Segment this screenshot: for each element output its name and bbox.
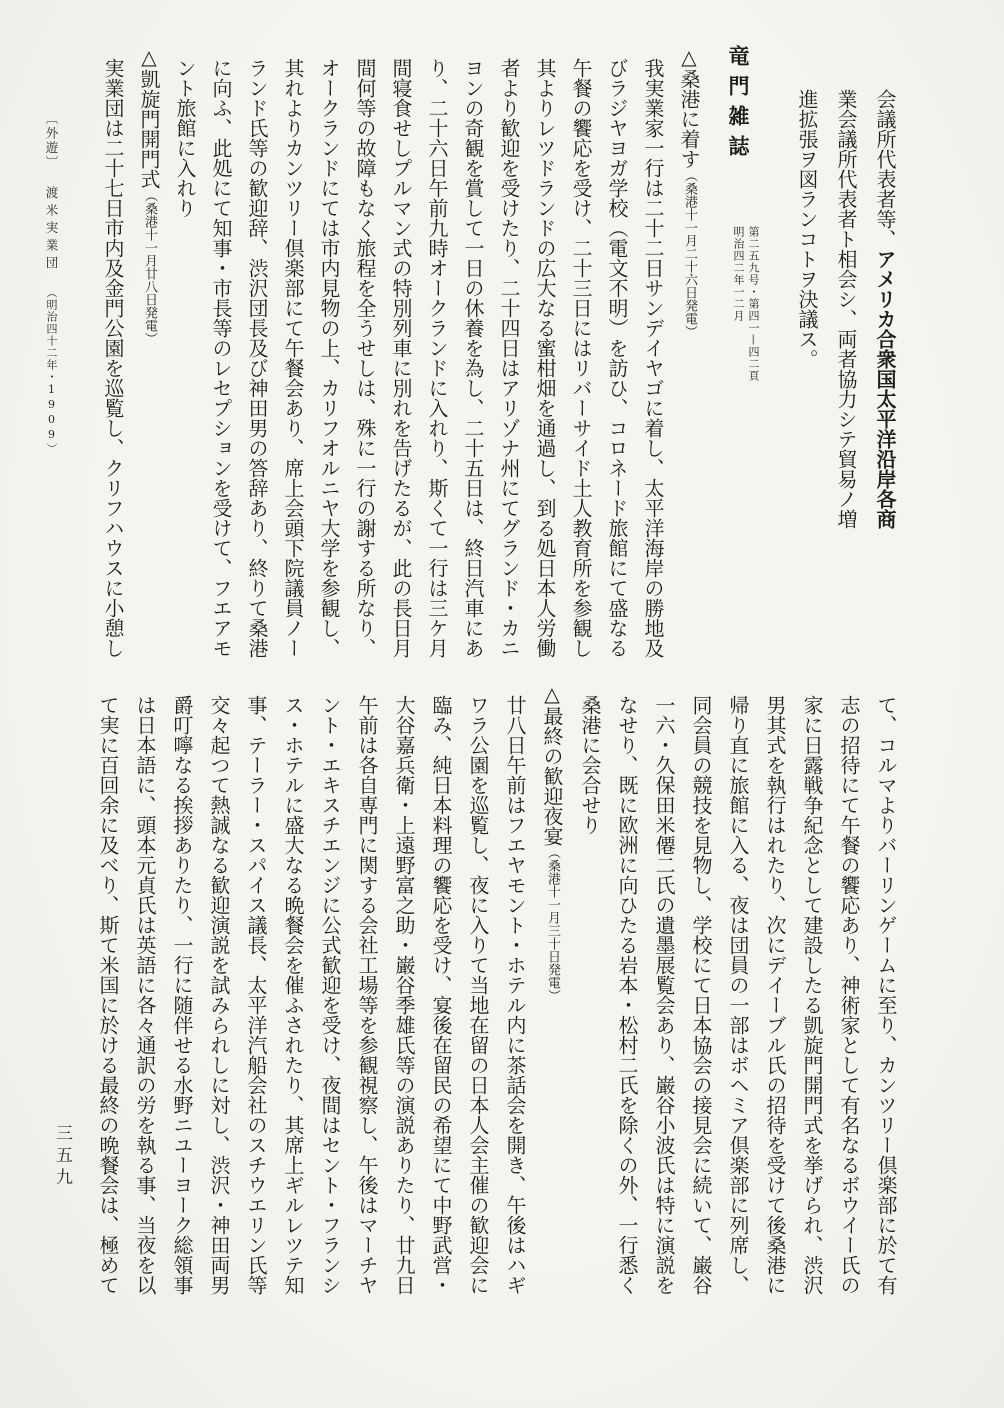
text-column: 家に日露戦争紀念として建設したる凱旋門開門式を挙げられ、渋沢: [800, 695, 824, 1295]
text-column: り、二十六日午前九時オークランドに入れり、斯くて一行は三ケ月: [425, 58, 449, 658]
text-column: 間何等の故障もなく旅程を全うせしは、殊に一行の謝する所なり、: [353, 58, 377, 658]
text-column: て、コルマよりバーリンゲームに至り、カンツリー倶楽部に於て有: [874, 695, 898, 1295]
journal-title: 竜門雑誌: [726, 45, 751, 165]
text-column: 其よりレツドランドの広大なる蜜柑畑を通過し、到る処日本人労働: [533, 58, 557, 658]
text-column: ス・ホテルに盛大なる晩餐会を催ふされたり、其席上ギルレツテ知: [281, 695, 305, 1295]
text-column: 午前は各自専門に関する会社工場等を参観視察し、午後はマーチヤ: [355, 695, 379, 1295]
text-column: に向ふ、此処にて知事・市長等のレセプションを受けて、フエアモ: [209, 58, 233, 658]
margin-label-bracket: 〔外遊〕: [44, 112, 59, 170]
text-column: 事、テーラー・スパイス議長、太平洋汽船会社のスチウエリン氏等: [244, 695, 268, 1295]
text-column: なせり、既に欧洲に向ひたる岩本・松村二氏を除くの外、一行悉く: [615, 695, 639, 1295]
heading-date-note: （桑港十一月三十日発電）: [545, 846, 560, 1002]
text-column: 桑港に会合せり: [578, 695, 602, 835]
text-column: ワラ公園を巡覧し、夜に入りて当地在留の日本人会主催の歓迎会に: [466, 695, 490, 1295]
section-heading: △凱旋門開門式（桑港十一月廿八日発電）: [137, 45, 161, 345]
margin-series-label: [42, 112, 60, 455]
text-column: 志の招待にて午餐の饗応あり、神術家として有名なるボウイー氏の: [837, 695, 861, 1295]
heading-date-note: （桑港十一月二十六日発電）: [682, 169, 697, 338]
journal-issue-note: 第二五九号・第四一—四二頁 明治四二年一二月: [732, 226, 760, 383]
text-column: びラジヤヨガ学校（電文不明）を訪ひ、コロネード旅館にて盛なる: [605, 58, 629, 658]
text-column: 其れよりカンツリー倶楽部にて午餐会あり、席上会頭下院議員ノー: [281, 58, 305, 658]
emphasized-text: アメリカ合衆国太平洋沿岸各商: [873, 249, 897, 529]
text-column: 帰り直に旅館に入る、夜は団員の一部はボヘミア倶楽部に列席し、: [726, 695, 750, 1295]
journal-title-column: [717, 45, 761, 690]
text-column: 大谷嘉兵衛・上遠野富之助・巌谷季雄氏等の演説ありたり、廿九日: [392, 695, 416, 1295]
text-column: は日本語に、頭本元貞氏は英語に各々通訳の労を執る事、当夜を以: [133, 695, 157, 1295]
text-column: 男其式を執行はれたり、次にデイーブル氏の招待を受けて後桑港に: [763, 695, 787, 1295]
text-column: オークランドにては市内見物の上、カリフオルニヤ大学を参観し、: [317, 58, 341, 658]
text-column: 我実業家一行は二十二日サンデイヤゴに着し、太平洋海岸の勝地及: [641, 58, 665, 658]
text-column: 一六・久保田米僊二氏の遺墨展覧会あり、巌谷小波氏は特に演説を: [652, 695, 676, 1295]
text-column: 会議所代表者等、アメリカ合衆国太平洋沿岸各商: [873, 89, 897, 529]
text-column: 午餐の饗応を受け、二十三日にはリバーサイド土人教育所を参観し: [569, 58, 593, 658]
section-heading: △桑港に着す（桑港十一月二十六日発電）: [677, 45, 701, 338]
text-column: 者より歓迎を受けたり、二十四日はアリゾナ州にてグランド・カニ: [497, 58, 521, 658]
text-column: 進拡張ヲ図ランコトヲ決議ス。: [795, 89, 819, 369]
section-heading: △最終の歓迎夜宴（桑港十一月三十日発電）: [540, 682, 564, 1002]
text-column: て実に百回余に及べり、斯て米国に於ける最終の晩餐会は、極めて: [96, 695, 120, 1295]
text-column: 業会議所代表者ト相会シ、両者協力シテ貿易ノ増: [834, 89, 858, 529]
upper-text-band: [95, 45, 904, 690]
margin-label-note: （明治四十二年・1909）: [45, 287, 58, 456]
text-column: ント旅館に入れり: [173, 58, 197, 218]
text-column: 実業団は二十七日市内及金門公園を巡覧し、クリフハウスに小憩し: [101, 58, 125, 658]
text-column: 廿八日午前はフエヤモント・ホテル内に茶話会を開き、午後はハギ: [503, 695, 527, 1295]
lower-text-band: [89, 682, 904, 1348]
text-column: 臨み、純日本料理の饗応を受け、宴後在留民の希望にて中野武営・: [429, 695, 453, 1295]
page-number: 三五九: [52, 1124, 72, 1190]
text-column: 間寝食せしプルマン式の特別列車に別れを告げたるが、此の長日月: [389, 58, 413, 658]
margin-label-title: 渡米実業団: [44, 185, 59, 274]
text-column: 同会員の競技を見物し、学校にて日本協会の接見会に続いて、巌谷: [689, 695, 713, 1295]
text-column: ランド氏等の歓迎辞、渋沢団長及び神田男の答辞あり、終りて桑港: [245, 58, 269, 658]
heading-date-note: （桑港十一月廿八日発電）: [142, 189, 157, 345]
text-column: ヨンの奇観を賞して一日の休養を為し、二十五日は、終日汽車にあ: [461, 58, 485, 658]
text-column: 爵叮嚀なる挨拶ありたり、一行に随伴せる水野ニユーヨーク総領事: [170, 695, 194, 1295]
text-column: ント・エキスチエンジに公式歓迎を受け、夜間はセント・フランシ: [318, 695, 342, 1295]
text-column: 交々起つて熱誠なる歓迎演説を試みられしに対し、渋沢・神田両男: [207, 695, 231, 1295]
